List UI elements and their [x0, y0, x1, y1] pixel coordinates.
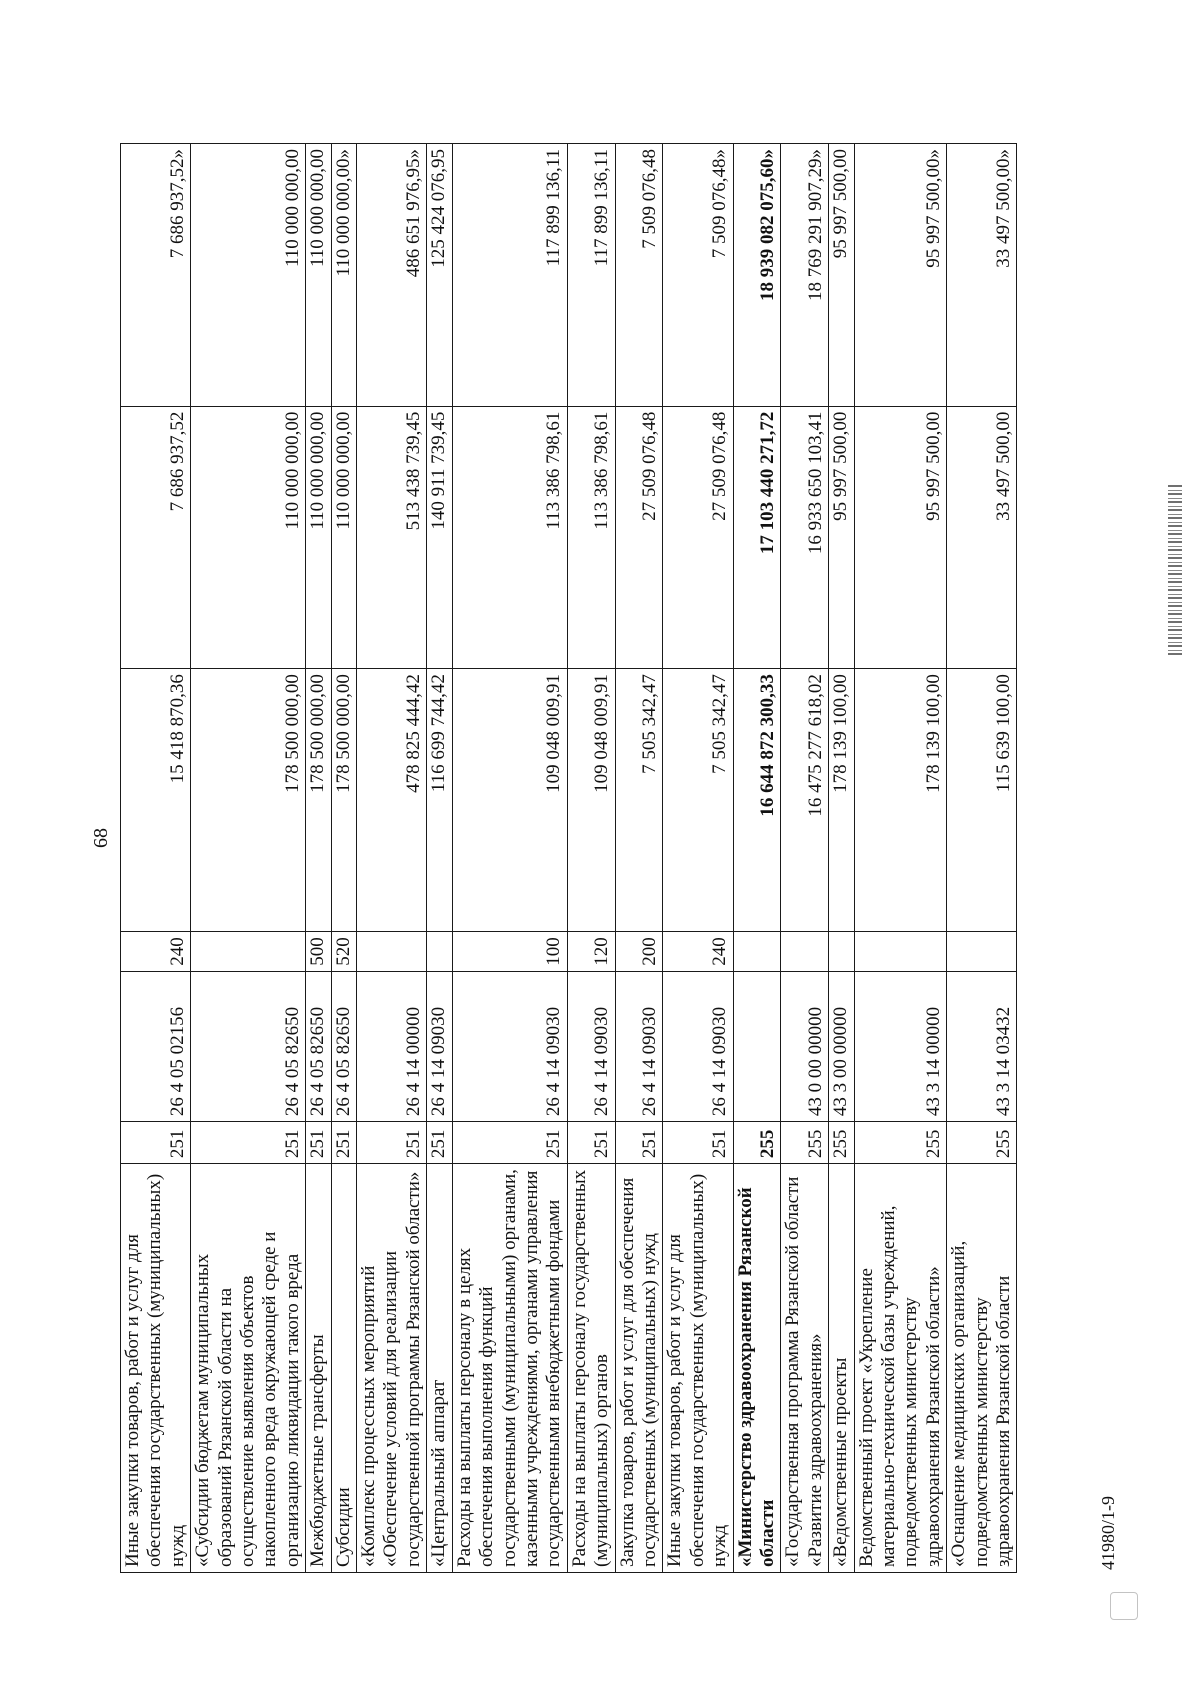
row-expense-type-cell: 520 — [331, 931, 356, 971]
row-target-article-cell — [733, 971, 781, 1121]
table-row — [615, 144, 663, 1573]
row-amount-1-cell: 16 644 872 300,33 — [733, 669, 781, 932]
row-target-article-cell: 26 4 14 09030 — [615, 971, 663, 1121]
row-expense-type-cell — [854, 931, 947, 971]
page-number: 68 — [90, 828, 112, 848]
row-name-cell: Межбюджетные трансферты — [306, 1164, 331, 1573]
row-amount-3-cell: 110 000 000,00» — [331, 144, 356, 407]
row-amount-2-cell: 113 386 798,61 — [567, 406, 615, 669]
row-amount-2-cell: 95 997 500,00 — [829, 406, 854, 669]
row-target-article-cell: 43 3 00 00000 — [829, 971, 854, 1121]
row-expense-type-cell: 100 — [452, 931, 567, 971]
row-name-cell: «Ведомственные проекты — [829, 1164, 854, 1573]
row-target-article-cell: 26 4 14 09030 — [567, 971, 615, 1121]
budget-table-wrapper — [120, 143, 1017, 1573]
row-amount-3-cell: 125 424 076,95 — [427, 144, 452, 407]
row-target-article-cell: 26 4 05 82650 — [331, 971, 356, 1121]
row-expense-type-cell — [427, 931, 452, 971]
row-amount-3-cell: 117 899 136,11 — [452, 144, 567, 407]
row-code-cell: 251 — [357, 1122, 427, 1164]
table-row — [663, 144, 733, 1573]
row-amount-2-cell: 33 497 500,00 — [947, 406, 1017, 669]
row-amount-1-cell: 109 048 009,91 — [452, 669, 567, 932]
row-target-article-cell: 26 4 05 82650 — [306, 971, 331, 1121]
table-row — [331, 144, 356, 1573]
stamp-mark — [1110, 1592, 1138, 1620]
row-amount-3-cell: 117 899 136,11 — [567, 144, 615, 407]
table-row — [427, 144, 452, 1573]
row-amount-3-cell: 18 769 291 907,29» — [781, 144, 829, 407]
row-amount-2-cell: 7 686 937,52 — [121, 406, 191, 669]
budget-table — [120, 143, 1017, 1573]
row-amount-1-cell: 15 418 870,36 — [121, 669, 191, 932]
row-amount-3-cell: 33 497 500,00» — [947, 144, 1017, 407]
row-amount-1-cell: 178 500 000,00 — [306, 669, 331, 932]
row-amount-3-cell: 7 686 937,52» — [121, 144, 191, 407]
row-code-cell: 251 — [306, 1122, 331, 1164]
row-expense-type-cell: 120 — [567, 931, 615, 971]
row-code-cell: 255 — [947, 1122, 1017, 1164]
row-expense-type-cell — [191, 931, 306, 971]
table-row — [733, 144, 781, 1573]
row-name-cell: Иные закупки товаров, работ и услуг для обеспечения государственных (муниципальных) нужд — [663, 1164, 733, 1573]
row-target-article-cell: 26 4 05 02156 — [121, 971, 191, 1121]
row-amount-1-cell: 109 048 009,91 — [567, 669, 615, 932]
document-number: 41980/1-9 — [1098, 1496, 1118, 1570]
row-name-cell: Расходы на выплаты персоналу в целях обеспечения выполнения функций государственными (муниципальными) органами, казенными учреждениями, органами управления государственными внебюджетными фондами — [452, 1164, 567, 1573]
row-code-cell: 251 — [427, 1122, 452, 1164]
table-row — [357, 144, 427, 1573]
row-amount-1-cell: 115 639 100,00 — [947, 669, 1017, 932]
row-amount-1-cell: 7 505 342,47 — [663, 669, 733, 932]
row-code-cell: 255 — [733, 1122, 781, 1164]
row-amount-3-cell: 95 997 500,00 — [829, 144, 854, 407]
row-amount-2-cell: 110 000 000,00 — [331, 406, 356, 669]
row-name-cell: «Комплекс процессных мероприятий «Обеспечение условий для реализации государственной программы Рязанской области» — [357, 1164, 427, 1573]
row-name-cell: Субсидии — [331, 1164, 356, 1573]
budget-table-body — [121, 144, 1017, 1573]
row-amount-2-cell: 140 911 739,45 — [427, 406, 452, 669]
row-code-cell: 251 — [191, 1122, 306, 1164]
table-row — [947, 144, 1017, 1573]
table-row — [306, 144, 331, 1573]
row-code-cell: 251 — [615, 1122, 663, 1164]
row-expense-type-cell — [781, 931, 829, 971]
row-code-cell: 251 — [331, 1122, 356, 1164]
row-target-article-cell: 43 0 00 00000 — [781, 971, 829, 1121]
row-name-cell: Ведомственный проект «Укрепление материально-технической базы учреждений, подведомственных министерству здравоохранения Рязанской области» — [854, 1164, 947, 1573]
table-row — [781, 144, 829, 1573]
row-amount-1-cell: 178 139 100,00 — [829, 669, 854, 932]
row-target-article-cell: 43 3 14 00000 — [854, 971, 947, 1121]
row-code-cell: 255 — [781, 1122, 829, 1164]
row-expense-type-cell — [357, 931, 427, 971]
row-name-cell: Расходы на выплаты персоналу государственных (муниципальных) органов — [567, 1164, 615, 1573]
row-name-cell: Закупка товаров, работ и услуг для обеспечения государственных (муниципальных) нужд — [615, 1164, 663, 1573]
row-name-cell: «Центральный аппарат — [427, 1164, 452, 1573]
table-row — [854, 144, 947, 1573]
row-target-article-cell: 26 4 05 82650 — [191, 971, 306, 1121]
table-row — [829, 144, 854, 1573]
table-row — [121, 144, 191, 1573]
row-target-article-cell: 26 4 14 00000 — [357, 971, 427, 1121]
row-name-cell: «Государственная программа Рязанской области «Развитие здравоохранения» — [781, 1164, 829, 1573]
row-amount-2-cell: 110 000 000,00 — [306, 406, 331, 669]
row-amount-1-cell: 116 699 744,42 — [427, 669, 452, 932]
row-amount-2-cell: 17 103 440 271,72 — [733, 406, 781, 669]
row-amount-3-cell: 7 509 076,48 — [615, 144, 663, 407]
row-amount-2-cell: 95 997 500,00 — [854, 406, 947, 669]
row-amount-3-cell: 110 000 000,00 — [191, 144, 306, 407]
row-expense-type-cell: 240 — [121, 931, 191, 971]
row-expense-type-cell: 240 — [663, 931, 733, 971]
row-amount-1-cell: 16 475 277 618,02 — [781, 669, 829, 932]
row-name-cell: Иные закупки товаров, работ и услуг для обеспечения государственных (муниципальных) нужд — [121, 1164, 191, 1573]
row-target-article-cell: 26 4 14 09030 — [452, 971, 567, 1121]
row-amount-2-cell: 27 509 076,48 — [615, 406, 663, 669]
row-amount-3-cell: 18 939 082 075,60» — [733, 144, 781, 407]
barcode — [1168, 485, 1182, 655]
row-amount-1-cell: 178 500 000,00 — [331, 669, 356, 932]
row-amount-1-cell: 178 500 000,00 — [191, 669, 306, 932]
table-row — [191, 144, 306, 1573]
row-expense-type-cell — [733, 931, 781, 971]
row-amount-1-cell: 478 825 444,42 — [357, 669, 427, 932]
table-row — [567, 144, 615, 1573]
row-target-article-cell: 43 3 14 03432 — [947, 971, 1017, 1121]
row-expense-type-cell: 500 — [306, 931, 331, 971]
row-code-cell: 251 — [663, 1122, 733, 1164]
row-expense-type-cell — [829, 931, 854, 971]
row-amount-1-cell: 7 505 342,47 — [615, 669, 663, 932]
row-amount-1-cell: 178 139 100,00 — [854, 669, 947, 932]
row-amount-3-cell: 110 000 000,00 — [306, 144, 331, 407]
row-code-cell: 251 — [567, 1122, 615, 1164]
row-amount-3-cell: 95 997 500,00» — [854, 144, 947, 407]
table-row — [452, 144, 567, 1573]
row-name-cell: «Министерство здравоохранения Рязанской области — [733, 1164, 781, 1573]
row-amount-2-cell: 16 933 650 103,41 — [781, 406, 829, 669]
row-code-cell: 255 — [854, 1122, 947, 1164]
row-target-article-cell: 26 4 14 09030 — [427, 971, 452, 1121]
row-amount-3-cell: 486 651 976,95» — [357, 144, 427, 407]
row-target-article-cell: 26 4 14 09030 — [663, 971, 733, 1121]
row-amount-3-cell: 7 509 076,48» — [663, 144, 733, 407]
row-code-cell: 255 — [829, 1122, 854, 1164]
row-amount-2-cell: 27 509 076,48 — [663, 406, 733, 669]
row-amount-2-cell: 110 000 000,00 — [191, 406, 306, 669]
row-code-cell: 251 — [121, 1122, 191, 1164]
row-name-cell: «Субсидии бюджетам муниципальных образований Рязанской области на осуществление выявления объектов накопленного вреда окружающей среде и организацию ликвидации такого вреда — [191, 1164, 306, 1573]
row-expense-type-cell — [947, 931, 1017, 971]
row-name-cell: «Оснащение медицинских организаций, подведомственных министерству здравоохранения Рязанской области — [947, 1164, 1017, 1573]
row-code-cell: 251 — [452, 1122, 567, 1164]
row-amount-2-cell: 513 438 739,45 — [357, 406, 427, 669]
row-expense-type-cell: 200 — [615, 931, 663, 971]
row-amount-2-cell: 113 386 798,61 — [452, 406, 567, 669]
